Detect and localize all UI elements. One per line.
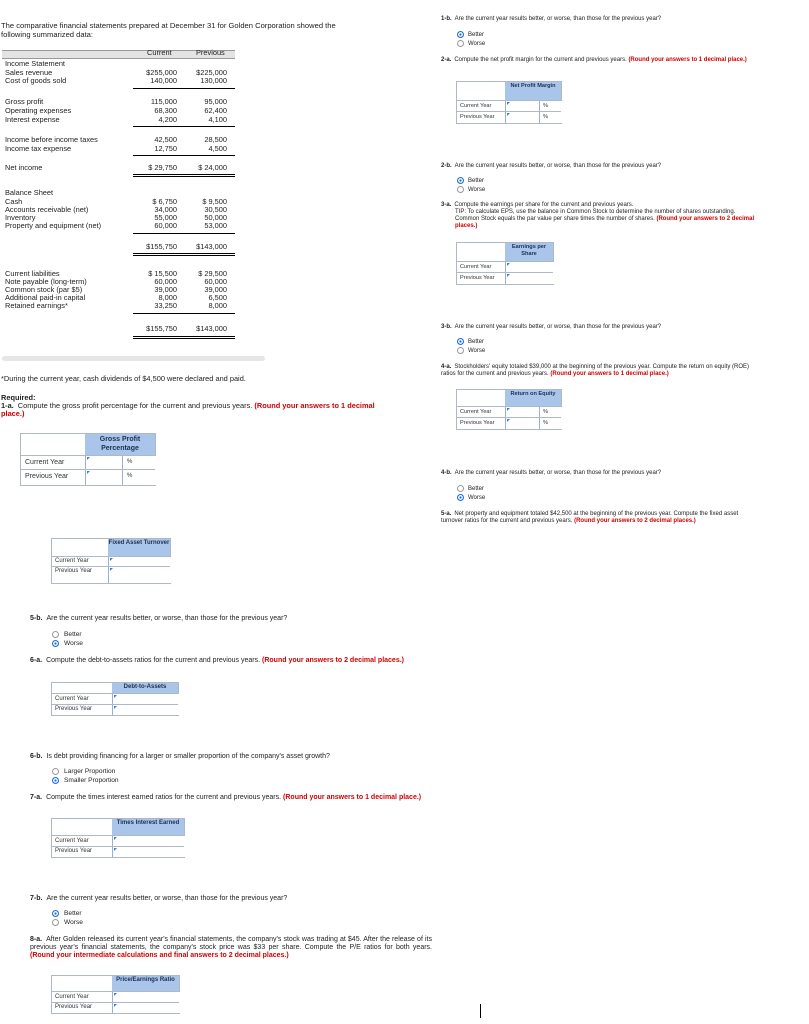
input-flag-icon	[87, 471, 90, 474]
radio-larger-proportion[interactable]	[52, 768, 59, 775]
table-row	[21, 469, 155, 485]
intro-line-1: The comparative financial statements prepared at December 31 for Golden Corporation showed the	[1, 21, 336, 30]
question-number: 6-b.	[30, 753, 43, 760]
table-row	[52, 704, 178, 715]
table-row	[457, 111, 561, 123]
answer-input[interactable]	[108, 567, 171, 583]
answer-table-debt-to-assets	[51, 682, 179, 716]
row-current: $ 6,750	[152, 197, 177, 206]
question-text: Are the current year results better, or worse, than those for the previous year?	[454, 324, 662, 330]
input-flag-icon	[507, 113, 510, 116]
input-flag-icon	[507, 274, 510, 277]
input-flag-icon	[114, 993, 117, 996]
row-label: Current Year	[460, 264, 492, 270]
rounding-note: (Round your answers to 2 decimal places.)	[262, 657, 404, 664]
row-label: Previous Year	[55, 706, 93, 712]
input-flag-icon	[507, 102, 510, 105]
radio-label: Larger Proportion	[64, 768, 116, 775]
row-label: Current Year	[55, 696, 89, 702]
row-current: 4,200	[158, 115, 177, 124]
question-text: Is debt providing financing for a larger or smaller proportion of the company's asset growth?	[46, 753, 330, 760]
row-label: Previous Year	[55, 848, 93, 854]
row-current: 68,300	[154, 106, 177, 115]
radio-better[interactable]	[457, 31, 464, 38]
question-number: 8-a.	[30, 936, 43, 943]
row-label: Property and equipment (net)	[5, 221, 102, 230]
question-7b	[30, 895, 287, 903]
question-number: 4-b.	[441, 470, 452, 476]
table-row	[457, 272, 553, 284]
rule	[133, 155, 235, 156]
row-previous: 30,500	[204, 205, 227, 214]
total-liab-equity-previous: $143,000	[196, 324, 227, 333]
row-label: Income tax expense	[5, 144, 72, 153]
unit-label: %	[127, 473, 133, 479]
input-flag-icon	[114, 848, 117, 851]
row-current: 42,500	[154, 135, 177, 144]
row-previous: $ 29,500	[198, 269, 227, 278]
row-label: Cost of goods sold	[5, 76, 67, 85]
row-label: Note payable (long-term)	[5, 277, 87, 286]
question-text: Compute the debt-to-assets ratios for the current and previous years.	[46, 657, 261, 664]
question-text: Net property and equipment totaled $42,500 at the beginning of the previous year. Compute the fixed asset turnover ratios for the current and previous years.	[441, 511, 739, 524]
radio-label: Better	[468, 32, 485, 38]
row-label: Previous Year	[55, 568, 93, 574]
rounding-note: (Round your answers to 1 decimal place.)	[283, 794, 422, 801]
row-label: Previous Year	[460, 420, 495, 426]
input-flag-icon	[114, 706, 117, 709]
table-row	[21, 455, 155, 470]
answer-input[interactable]	[112, 1003, 180, 1013]
row-label: Previous Year	[460, 275, 495, 281]
table-header: Debt-to-Assets	[112, 683, 178, 693]
row-label: Cash	[5, 197, 23, 206]
row-label: Current Year	[25, 459, 65, 466]
row-current: $ 29,750	[148, 163, 177, 172]
question-text: Stockholders' equity totaled $39,000 at the beginning of the previous year. Compute the return on equity (ROE) ratios for the current and previous years.	[441, 364, 750, 377]
rule	[133, 88, 235, 89]
table-row	[457, 417, 561, 429]
scrollbar-track[interactable]	[2, 356, 265, 361]
tip-container	[441, 209, 755, 230]
row-previous: 95,000	[204, 97, 227, 106]
row-label: Additional paid-in capital	[5, 293, 86, 302]
col-previous-header: Previous	[196, 48, 225, 57]
footnote: *During the current year, cash dividends of $4,500 were declared and paid.	[1, 374, 246, 383]
radio-label: Better	[468, 339, 485, 345]
radio-worse[interactable]	[457, 494, 464, 501]
table-row	[52, 566, 170, 583]
table-header: Earnings per Share	[505, 243, 553, 261]
radio-worse[interactable]	[52, 640, 59, 647]
question-number: 5-a.	[441, 511, 452, 517]
row-previous: 39,000	[204, 285, 227, 294]
rounding-note: (Round your answers to 1 decimal place.)	[628, 57, 747, 63]
row-label: Previous Year	[55, 1004, 93, 1010]
total-assets-previous: $143,000	[196, 242, 227, 251]
input-flag-icon	[110, 568, 113, 571]
radio-worse[interactable]	[457, 40, 464, 47]
unit-cell	[539, 418, 562, 429]
question-text: Compute the earnings per share for the current and previous years.	[454, 202, 634, 208]
question-text: Are the current year results better, or worse, than those for the previous year?	[454, 16, 662, 22]
unit-label: %	[543, 409, 548, 415]
answer-input[interactable]	[505, 112, 540, 123]
table-header: Net Profit Margin	[505, 82, 561, 100]
row-label: Income before income taxes	[5, 135, 98, 144]
tip-text: TIP: To calculate EPS, use the balance in Common Stock to determine the number of shares outstanding. Common Stock equals the par value per share times the number of shares.	[455, 209, 736, 222]
unit-label: %	[543, 420, 548, 426]
row-label: Previous Year	[25, 473, 69, 480]
row-label: Gross profit	[5, 97, 44, 106]
col-current-header: Current	[147, 48, 172, 57]
row-label: Current Year	[55, 994, 89, 1000]
question-text: Compute the net profit margin for the current and previous years.	[454, 57, 627, 63]
row-previous: $ 24,000	[198, 163, 227, 172]
row-label: Current Year	[55, 838, 89, 844]
question-4a	[441, 364, 759, 378]
question-text: Compute the gross profit percentage for the current and previous years.	[17, 401, 253, 410]
input-flag-icon	[114, 1004, 117, 1007]
rule	[133, 126, 235, 127]
input-flag-icon	[114, 695, 117, 698]
question-number: 2-a.	[441, 57, 452, 63]
radio-better[interactable]	[52, 631, 59, 638]
section-balance-sheet: Balance Sheet	[5, 188, 54, 197]
radio-worse[interactable]	[457, 347, 464, 354]
intro-line-2: following summarized data:	[1, 30, 94, 39]
table-header: Return on Equity	[505, 390, 561, 406]
radio-label: Better	[468, 178, 485, 184]
unit-label: %	[543, 114, 548, 120]
answer-table-roe	[456, 389, 562, 430]
row-current: 12,750	[154, 144, 177, 153]
double-rule	[133, 174, 235, 177]
input-flag-icon	[110, 558, 113, 561]
row-previous: 8,000	[208, 301, 227, 310]
radio-smaller-proportion[interactable]	[52, 777, 59, 784]
radio-better[interactable]	[457, 177, 464, 184]
rounding-note: (Round your answers to 1 decimal place.)	[550, 371, 669, 377]
question-text: Are the current year results better, or worse, than those for the previous year?	[46, 895, 288, 902]
row-previous: 62,400	[204, 106, 227, 115]
radio-label: Better	[64, 910, 82, 917]
row-label: Accounts receivable (net)	[5, 205, 89, 214]
table-header: Gross Profit Percentage	[85, 434, 155, 455]
radio-better[interactable]	[457, 338, 464, 345]
question-text: Are the current year results better, or worse, than those for the previous year?	[454, 470, 662, 476]
rounding-note: (Round your answers to 1 decimal place.)	[1, 401, 375, 418]
double-rule	[133, 253, 235, 256]
answer-table-fixed-asset-turnover	[51, 538, 171, 584]
question-5a	[441, 511, 759, 525]
text-cursor-icon	[480, 1004, 481, 1018]
radio-better[interactable]	[52, 910, 59, 917]
radio-better[interactable]	[457, 485, 464, 492]
row-current: 60,000	[154, 277, 177, 286]
radio-worse[interactable]	[52, 919, 59, 926]
question-number: 5-b.	[30, 615, 43, 622]
unit-cell	[122, 456, 156, 470]
table-header: Times Interest Earned	[112, 819, 184, 836]
answer-input[interactable]	[85, 456, 123, 470]
question-6a	[30, 657, 425, 665]
radio-label: Worse	[64, 919, 83, 926]
question-3b	[441, 323, 661, 331]
row-previous: 6,500	[208, 293, 227, 302]
rule	[133, 233, 235, 234]
row-current: $255,000	[146, 68, 177, 77]
row-label: Sales revenue	[5, 68, 53, 77]
unit-label: %	[127, 459, 133, 465]
question-3a	[441, 202, 759, 230]
question-2b	[441, 162, 661, 170]
question-text: Are the current year results better, or worse, than those for the previous year?	[46, 615, 288, 622]
row-current: 115,000	[150, 97, 177, 106]
row-previous: 28,500	[204, 135, 227, 144]
rounding-note: (Round your intermediate calculations and final answers to 2 decimal places.)	[30, 952, 289, 959]
total-assets-current: $155,750	[146, 242, 177, 251]
answer-input[interactable]	[112, 705, 179, 715]
input-flag-icon	[507, 408, 510, 411]
row-label: Common stock (par $5)	[5, 285, 83, 294]
row-current: 55,000	[154, 213, 177, 222]
radio-label: Worse	[468, 187, 486, 193]
row-previous: 50,000	[204, 213, 227, 222]
radio-label: Worse	[64, 640, 83, 647]
row-previous: 4,100	[208, 115, 227, 124]
table-row	[52, 846, 184, 857]
question-8a	[30, 936, 432, 960]
question-number: 2-b.	[441, 163, 452, 169]
input-flag-icon	[114, 837, 117, 840]
row-label: Previous Year	[460, 114, 495, 120]
question-number: 3-b.	[441, 324, 452, 330]
answer-input[interactable]	[505, 273, 554, 284]
table-header: Fixed Asset Turnover	[108, 539, 170, 557]
question-number: 4-a.	[441, 364, 452, 370]
row-current: 140,000	[150, 76, 177, 85]
row-previous: 130,000	[200, 76, 227, 85]
rounding-note: (Round your answers to 2 decimal places.)	[455, 216, 755, 229]
row-previous: 60,000	[204, 277, 227, 286]
question-text: Are the current year results better, or worse, than those for the previous year?	[454, 163, 662, 169]
answer-input[interactable]	[505, 418, 540, 429]
question-number: 6-a.	[30, 657, 43, 664]
row-current: 60,000	[154, 221, 177, 230]
radio-worse[interactable]	[457, 186, 464, 193]
section-income-statement: Income Statement	[5, 59, 65, 68]
question-7a	[30, 794, 430, 802]
radio-label: Better	[468, 486, 485, 492]
table-header: Price/Earnings Ratio	[112, 976, 179, 992]
input-flag-icon	[87, 457, 90, 460]
total-liab-equity-current: $155,750	[146, 324, 177, 333]
question-2a	[441, 57, 759, 64]
answer-input[interactable]	[85, 470, 123, 485]
row-previous: $225,000	[196, 68, 227, 77]
radio-label: Smaller Proportion	[64, 777, 119, 784]
radio-label: Worse	[468, 495, 486, 501]
row-current: $ 15,500	[148, 269, 177, 278]
question-number: 1-a.	[1, 401, 14, 410]
radio-label: Better	[64, 631, 82, 638]
row-current: 39,000	[154, 285, 177, 294]
answer-table-eps	[456, 242, 554, 285]
row-current: 8,000	[158, 293, 177, 302]
rounding-note: (Round your answers to 2 decimal places.)	[574, 518, 696, 524]
question-6b	[30, 753, 330, 761]
question-number: 7-a.	[30, 794, 43, 801]
answer-table-times-interest	[51, 818, 185, 858]
radio-label: Worse	[468, 41, 486, 47]
question-1b	[441, 15, 661, 23]
input-flag-icon	[507, 419, 510, 422]
answer-table-pe-ratio	[51, 975, 180, 1014]
row-label: Net income	[5, 163, 43, 172]
question-number: 7-b.	[30, 895, 43, 902]
question-1a	[1, 402, 391, 418]
unit-cell	[539, 112, 562, 123]
answer-input[interactable]	[112, 847, 185, 857]
question-number: 3-a.	[441, 202, 452, 208]
row-current: 34,000	[154, 205, 177, 214]
row-label: Operating expenses	[5, 106, 72, 115]
row-label: Current Year	[460, 103, 492, 109]
row-label: Current liabilities	[5, 269, 60, 278]
row-previous: 53,000	[204, 221, 227, 230]
row-previous: 4,500	[208, 144, 227, 153]
row-label: Current Year	[55, 558, 89, 564]
table-row	[52, 1002, 179, 1013]
row-current: 33,250	[154, 301, 177, 310]
question-4b	[441, 469, 661, 477]
question-text: Compute the times interest earned ratios for the current and previous years.	[46, 794, 282, 801]
row-label: Inventory	[5, 213, 36, 222]
required-label: Required:	[1, 393, 36, 402]
row-label: Interest expense	[5, 115, 60, 124]
row-previous: $ 9,500	[202, 197, 227, 206]
input-flag-icon	[507, 263, 510, 266]
unit-cell	[122, 470, 156, 485]
answer-table-net-profit-margin	[456, 81, 562, 124]
radio-label: Worse	[468, 348, 486, 354]
row-label: Retained earnings*	[5, 301, 68, 310]
double-rule	[133, 336, 235, 339]
question-number: 1-b.	[441, 16, 452, 22]
rule	[133, 313, 235, 314]
unit-label: %	[543, 103, 548, 109]
row-label: Current Year	[460, 409, 492, 415]
question-text: After Golden released its current year's financial statements, the company's stock was trading at $45. After the release of its previous year's financial statements, the company's stock price was $33 per share. Compute the P/E ratios for both years.	[30, 936, 432, 951]
answer-table-gross-profit	[20, 433, 156, 486]
question-5b	[30, 615, 287, 623]
